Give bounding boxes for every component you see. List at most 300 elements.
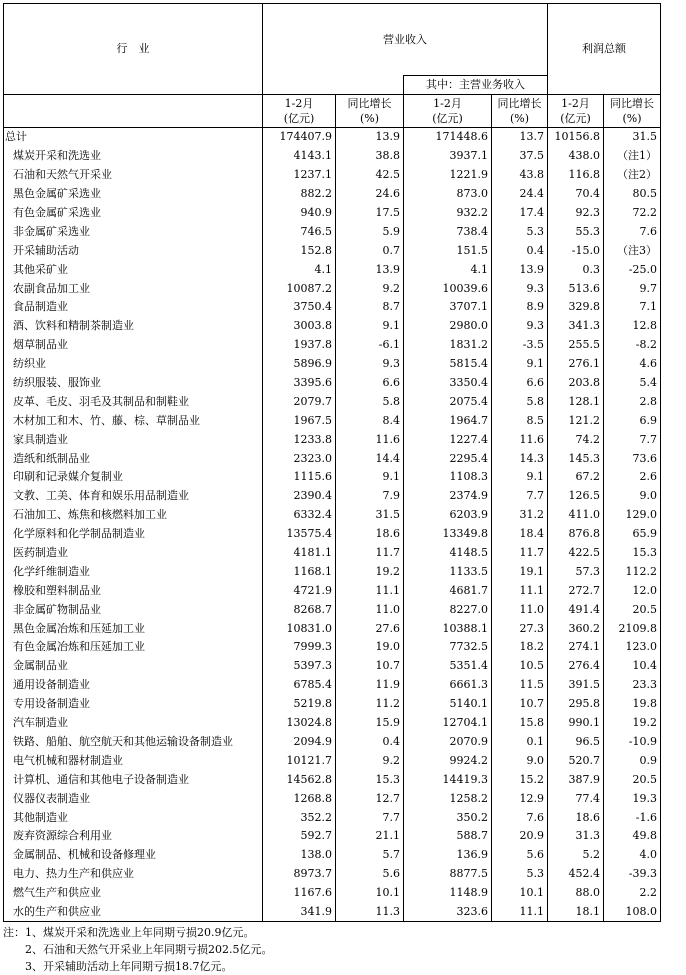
value-cell: 295.8: [548, 695, 604, 714]
value-cell: 19.8: [604, 695, 661, 714]
value-cell: -15.0: [548, 241, 604, 260]
industry-name-cell: 纺织业: [4, 355, 263, 374]
value-cell: 14419.3: [404, 770, 492, 789]
value-cell: 5815.4: [404, 355, 492, 374]
value-cell: 136.9: [404, 846, 492, 865]
value-cell: 18.1: [548, 903, 604, 922]
value-cell: 171448.6: [404, 128, 492, 147]
value-cell: 80.5: [604, 185, 661, 204]
value-cell: 2094.9: [263, 733, 336, 752]
value-cell: 513.6: [548, 279, 604, 298]
value-cell: 10039.6: [404, 279, 492, 298]
value-cell: 323.6: [404, 903, 492, 922]
value-cell: 6.6: [492, 374, 548, 393]
value-cell: 11.2: [336, 695, 404, 714]
industry-name-cell: 医药制造业: [4, 544, 263, 563]
value-cell: 272.7: [548, 581, 604, 600]
value-cell: 7.6: [604, 222, 661, 241]
value-cell: 5896.9: [263, 355, 336, 374]
value-cell: 10.4: [604, 657, 661, 676]
value-cell: 10.5: [492, 657, 548, 676]
value-cell: 9.3: [492, 317, 548, 336]
value-cell: 23.3: [604, 676, 661, 695]
value-cell: 10121.7: [263, 751, 336, 770]
industry-name-cell: 橡胶和塑料制品业: [4, 581, 263, 600]
value-cell: 9.0: [492, 751, 548, 770]
value-cell: 19.3: [604, 789, 661, 808]
table-row-total: [4, 128, 661, 147]
value-cell: 746.5: [263, 222, 336, 241]
value-cell: 65.9: [604, 525, 661, 544]
table-row: [4, 147, 661, 166]
value-cell: （注1）: [604, 147, 661, 166]
table-row: [4, 449, 661, 468]
table-row: [4, 619, 661, 638]
profit-header: 利润总额: [548, 4, 661, 95]
value-cell: 0.3: [548, 260, 604, 279]
table-row: [4, 374, 661, 393]
value-cell: 5.6: [336, 865, 404, 884]
value-cell: 10831.0: [263, 619, 336, 638]
value-cell: 24.4: [492, 185, 548, 204]
value-cell: 116.8: [548, 166, 604, 185]
value-cell: 9.0: [604, 487, 661, 506]
table-row: [4, 468, 661, 487]
value-cell: 13.9: [336, 128, 404, 147]
value-cell: -1.6: [604, 808, 661, 827]
table-row: [4, 581, 661, 600]
col-revenue-growth: 同比增长 (%): [336, 95, 404, 128]
value-cell: -8.2: [604, 336, 661, 355]
value-cell: 3003.8: [263, 317, 336, 336]
value-cell: 391.5: [548, 676, 604, 695]
value-cell: 12.7: [336, 789, 404, 808]
value-cell: 360.2: [548, 619, 604, 638]
value-cell: 5.6: [492, 846, 548, 865]
table-row: [4, 544, 661, 563]
value-cell: 151.5: [404, 241, 492, 260]
value-cell: 15.3: [604, 544, 661, 563]
value-cell: 1108.3: [404, 468, 492, 487]
value-cell: 4.1: [404, 260, 492, 279]
value-cell: 6785.4: [263, 676, 336, 695]
value-cell: 10156.8: [548, 128, 604, 147]
value-cell: 10.7: [492, 695, 548, 714]
industry-name-cell: 黑色金属冶炼和压延加工业: [4, 619, 263, 638]
industry-name-cell: 计算机、通信和其他电子设备制造业: [4, 770, 263, 789]
industry-name-cell: 造纸和纸制品业: [4, 449, 263, 468]
value-cell: 18.6: [336, 525, 404, 544]
value-cell: 873.0: [404, 185, 492, 204]
value-cell: 990.1: [548, 714, 604, 733]
value-cell: 96.5: [548, 733, 604, 752]
value-cell: 352.2: [263, 808, 336, 827]
table-row: [4, 789, 661, 808]
value-cell: 49.8: [604, 827, 661, 846]
value-cell: （注2）: [604, 166, 661, 185]
table-row: [4, 808, 661, 827]
table-row: [4, 695, 661, 714]
value-cell: 12704.1: [404, 714, 492, 733]
value-cell: 92.3: [548, 204, 604, 223]
industry-name-cell: 烟草制品业: [4, 336, 263, 355]
table-row: [4, 204, 661, 223]
value-cell: 21.1: [336, 827, 404, 846]
value-cell: 5.9: [336, 222, 404, 241]
table-row: [4, 846, 661, 865]
value-cell: 13349.8: [404, 525, 492, 544]
value-cell: 9.1: [336, 317, 404, 336]
table-row: [4, 317, 661, 336]
value-cell: 19.2: [604, 714, 661, 733]
table-row: [4, 411, 661, 430]
value-cell: 11.1: [336, 581, 404, 600]
table-row: [4, 392, 661, 411]
value-cell: 31.5: [604, 128, 661, 147]
table-row: [4, 430, 661, 449]
value-cell: 4721.9: [263, 581, 336, 600]
value-cell: 9.7: [604, 279, 661, 298]
value-cell: 5219.8: [263, 695, 336, 714]
value-cell: 9.3: [336, 355, 404, 374]
value-cell: 6203.9: [404, 506, 492, 525]
value-cell: 3937.1: [404, 147, 492, 166]
value-cell: 2079.7: [263, 392, 336, 411]
value-cell: 8.4: [336, 411, 404, 430]
value-cell: 6332.4: [263, 506, 336, 525]
value-cell: 112.2: [604, 562, 661, 581]
value-cell: 5.2: [548, 846, 604, 865]
value-cell: 9.3: [492, 279, 548, 298]
value-cell: 43.8: [492, 166, 548, 185]
table-row: [4, 770, 661, 789]
table-row: [4, 733, 661, 752]
value-cell: 10388.1: [404, 619, 492, 638]
industry-name-cell: 铁路、船舶、航空航天和其他运输设备制造业: [4, 733, 263, 752]
value-cell: 19.1: [492, 562, 548, 581]
value-cell: 3350.4: [404, 374, 492, 393]
value-cell: 11.3: [336, 903, 404, 922]
col-profit-growth: 同比增长 (%): [604, 95, 661, 128]
value-cell: 588.7: [404, 827, 492, 846]
value-cell: 70.4: [548, 185, 604, 204]
value-cell: 18.6: [548, 808, 604, 827]
value-cell: 5.4: [604, 374, 661, 393]
footnote-3: 3、开采辅助活动上年同期亏损18.7亿元。: [3, 960, 233, 974]
col-profit-period: 1-2月 (亿元): [548, 95, 604, 128]
revenue-header: 营业收入: [263, 4, 548, 76]
footnotes: [3, 924, 660, 975]
industry-name-cell: 金属制品业: [4, 657, 263, 676]
value-cell: 3707.1: [404, 298, 492, 317]
value-cell: 452.4: [548, 865, 604, 884]
main-revenue-header: 其中：主营业务收入: [404, 76, 548, 95]
value-cell: 592.7: [263, 827, 336, 846]
value-cell: 6.6: [336, 374, 404, 393]
value-cell: 13.9: [492, 260, 548, 279]
value-cell: 1168.1: [263, 562, 336, 581]
value-cell: 0.1: [492, 733, 548, 752]
value-cell: 17.4: [492, 204, 548, 223]
value-cell: 20.5: [604, 600, 661, 619]
industry-name-cell: 有色金属矿采选业: [4, 204, 263, 223]
value-cell: 15.8: [492, 714, 548, 733]
value-cell: 5397.3: [263, 657, 336, 676]
value-cell: 11.0: [492, 600, 548, 619]
value-cell: 932.2: [404, 204, 492, 223]
table-row: [4, 638, 661, 657]
value-cell: 7.7: [604, 430, 661, 449]
footnote-1: 注：1、煤炭开采和洗选业上年同期亏损20.9亿元。: [3, 926, 255, 940]
value-cell: 422.5: [548, 544, 604, 563]
value-cell: 2.6: [604, 468, 661, 487]
value-cell: 2.2: [604, 884, 661, 903]
value-cell: 73.6: [604, 449, 661, 468]
value-cell: 5.8: [492, 392, 548, 411]
value-cell: 18.4: [492, 525, 548, 544]
value-cell: 3750.4: [263, 298, 336, 317]
industry-name-cell: 木材加工和木、竹、藤、棕、草制品业: [4, 411, 263, 430]
value-cell: 5351.4: [404, 657, 492, 676]
industry-name-cell: 电气机械和器材制造业: [4, 751, 263, 770]
value-cell: 2109.8: [604, 619, 661, 638]
industry-name-cell: 印刷和记录媒介复制业: [4, 468, 263, 487]
industry-name-cell: 化学纤维制造业: [4, 562, 263, 581]
industry-name-cell: 金属制品、机械和设备修理业: [4, 846, 263, 865]
value-cell: 876.8: [548, 525, 604, 544]
value-cell: 1133.5: [404, 562, 492, 581]
value-cell: 15.3: [336, 770, 404, 789]
value-cell: 203.8: [548, 374, 604, 393]
industry-name-cell: 食品制造业: [4, 298, 263, 317]
value-cell: 15.9: [336, 714, 404, 733]
value-cell: 6661.3: [404, 676, 492, 695]
value-cell: 4.1: [263, 260, 336, 279]
value-cell: 121.2: [548, 411, 604, 430]
industry-name-cell: 其他制造业: [4, 808, 263, 827]
value-cell: -39.3: [604, 865, 661, 884]
value-cell: -25.0: [604, 260, 661, 279]
industry-name-cell: 通用设备制造业: [4, 676, 263, 695]
value-cell: 13.7: [492, 128, 548, 147]
value-cell: 20.5: [604, 770, 661, 789]
value-cell: 5.7: [336, 846, 404, 865]
table-row: [4, 865, 661, 884]
value-cell: 8.9: [492, 298, 548, 317]
value-cell: 2.8: [604, 392, 661, 411]
value-cell: 31.5: [336, 506, 404, 525]
industry-name-cell: 纺织服装、服饰业: [4, 374, 263, 393]
industry-name-cell: 文教、工美、体育和娱乐用品制造业: [4, 487, 263, 506]
value-cell: 1831.2: [404, 336, 492, 355]
industry-name-cell: 非金属矿物制品业: [4, 600, 263, 619]
table-row: [4, 298, 661, 317]
value-cell: 341.3: [548, 317, 604, 336]
value-cell: 88.0: [548, 884, 604, 903]
value-cell: 20.9: [492, 827, 548, 846]
value-cell: 738.4: [404, 222, 492, 241]
industry-name-cell: 非金属矿采选业: [4, 222, 263, 241]
value-cell: 11.6: [336, 430, 404, 449]
industry-profit-table: [3, 3, 661, 922]
industry-name-cell: 专用设备制造业: [4, 695, 263, 714]
value-cell: 67.2: [548, 468, 604, 487]
value-cell: 12.0: [604, 581, 661, 600]
table-row: [4, 751, 661, 770]
value-cell: 24.6: [336, 185, 404, 204]
value-cell: 5.3: [492, 222, 548, 241]
value-cell: 4148.5: [404, 544, 492, 563]
value-cell: 37.5: [492, 147, 548, 166]
value-cell: 9.2: [336, 751, 404, 770]
industry-name-cell: 化学原料和化学制品制造业: [4, 525, 263, 544]
value-cell: 882.2: [263, 185, 336, 204]
value-cell: 6.9: [604, 411, 661, 430]
col-main-revenue-period: 1-2月 (亿元): [404, 95, 492, 128]
value-cell: 129.0: [604, 506, 661, 525]
value-cell: -3.5: [492, 336, 548, 355]
value-cell: 31.2: [492, 506, 548, 525]
value-cell: 1258.2: [404, 789, 492, 808]
value-cell: 18.2: [492, 638, 548, 657]
value-cell: 1967.5: [263, 411, 336, 430]
value-cell: 72.2: [604, 204, 661, 223]
value-cell: 74.2: [548, 430, 604, 449]
industry-name-cell: 总计: [4, 128, 263, 147]
value-cell: 5.3: [492, 865, 548, 884]
table-body: [4, 128, 661, 922]
table-row: [4, 279, 661, 298]
value-cell: 12.8: [604, 317, 661, 336]
value-cell: 31.3: [548, 827, 604, 846]
value-cell: 9.1: [492, 355, 548, 374]
value-cell: 9.1: [492, 468, 548, 487]
value-cell: 4143.1: [263, 147, 336, 166]
industry-header: 行 业: [4, 4, 263, 95]
table-row: [4, 487, 661, 506]
value-cell: 19.2: [336, 562, 404, 581]
value-cell: 4181.1: [263, 544, 336, 563]
value-cell: 13.9: [336, 260, 404, 279]
value-cell: 13575.4: [263, 525, 336, 544]
value-cell: 4.0: [604, 846, 661, 865]
value-cell: 8.5: [492, 411, 548, 430]
table-row: [4, 222, 661, 241]
value-cell: 276.1: [548, 355, 604, 374]
industry-name-cell: 开采辅助活动: [4, 241, 263, 260]
value-cell: 255.5: [548, 336, 604, 355]
industry-name-cell: 其他采矿业: [4, 260, 263, 279]
value-cell: 19.0: [336, 638, 404, 657]
value-cell: 14.3: [492, 449, 548, 468]
value-cell: 38.8: [336, 147, 404, 166]
value-cell: -6.1: [336, 336, 404, 355]
value-cell: 274.1: [548, 638, 604, 657]
value-cell: 1167.6: [263, 884, 336, 903]
value-cell: 341.9: [263, 903, 336, 922]
industry-name-cell: 酒、饮料和精制茶制造业: [4, 317, 263, 336]
value-cell: 17.5: [336, 204, 404, 223]
value-cell: 123.0: [604, 638, 661, 657]
value-cell: 8227.0: [404, 600, 492, 619]
table-row: [4, 525, 661, 544]
value-cell: 11.7: [336, 544, 404, 563]
table-row: [4, 506, 661, 525]
value-cell: 2323.0: [263, 449, 336, 468]
value-cell: 10087.2: [263, 279, 336, 298]
value-cell: 9924.2: [404, 751, 492, 770]
value-cell: 387.9: [548, 770, 604, 789]
industry-name-cell: 家具制造业: [4, 430, 263, 449]
table-row: [4, 657, 661, 676]
value-cell: 7.9: [336, 487, 404, 506]
table-row: [4, 676, 661, 695]
table-row: [4, 260, 661, 279]
value-cell: 152.8: [263, 241, 336, 260]
value-cell: -10.9: [604, 733, 661, 752]
value-cell: 1227.4: [404, 430, 492, 449]
value-cell: 1148.9: [404, 884, 492, 903]
table-row: [4, 827, 661, 846]
table-row: [4, 185, 661, 204]
value-cell: 11.7: [492, 544, 548, 563]
value-cell: 11.1: [492, 903, 548, 922]
value-cell: 5.8: [336, 392, 404, 411]
table-row: [4, 600, 661, 619]
value-cell: 276.4: [548, 657, 604, 676]
value-cell: 14.4: [336, 449, 404, 468]
value-cell: 27.3: [492, 619, 548, 638]
value-cell: 1268.8: [263, 789, 336, 808]
value-cell: 0.4: [336, 733, 404, 752]
value-cell: 10.1: [492, 884, 548, 903]
value-cell: 5140.1: [404, 695, 492, 714]
value-cell: 4681.7: [404, 581, 492, 600]
value-cell: 2374.9: [404, 487, 492, 506]
industry-name-cell: 仪器仪表制造业: [4, 789, 263, 808]
value-cell: 1233.8: [263, 430, 336, 449]
col-revenue-period: 1-2月 (亿元): [263, 95, 336, 128]
value-cell: 940.9: [263, 204, 336, 223]
col-main-revenue-growth: 同比增长 (%): [492, 95, 548, 128]
value-cell: 7.7: [492, 487, 548, 506]
value-cell: 12.9: [492, 789, 548, 808]
industry-name-cell: 黑色金属矿采选业: [4, 185, 263, 204]
industry-name-cell: 燃气生产和供应业: [4, 884, 263, 903]
value-cell: 14562.8: [263, 770, 336, 789]
value-cell: 128.1: [548, 392, 604, 411]
value-cell: 491.4: [548, 600, 604, 619]
value-cell: 2390.4: [263, 487, 336, 506]
table-row: [4, 562, 661, 581]
value-cell: 0.9: [604, 751, 661, 770]
value-cell: 145.3: [548, 449, 604, 468]
table-row: [4, 884, 661, 903]
value-cell: 8.7: [336, 298, 404, 317]
industry-name-cell: 汽车制造业: [4, 714, 263, 733]
value-cell: 2980.0: [404, 317, 492, 336]
value-cell: 411.0: [548, 506, 604, 525]
value-cell: 7.1: [604, 298, 661, 317]
table-row: [4, 241, 661, 260]
value-cell: 55.3: [548, 222, 604, 241]
value-cell: （注3）: [604, 241, 661, 260]
value-cell: 2070.9: [404, 733, 492, 752]
value-cell: 11.6: [492, 430, 548, 449]
value-cell: 7.6: [492, 808, 548, 827]
industry-name-cell: 废弃资源综合利用业: [4, 827, 263, 846]
value-cell: 438.0: [548, 147, 604, 166]
